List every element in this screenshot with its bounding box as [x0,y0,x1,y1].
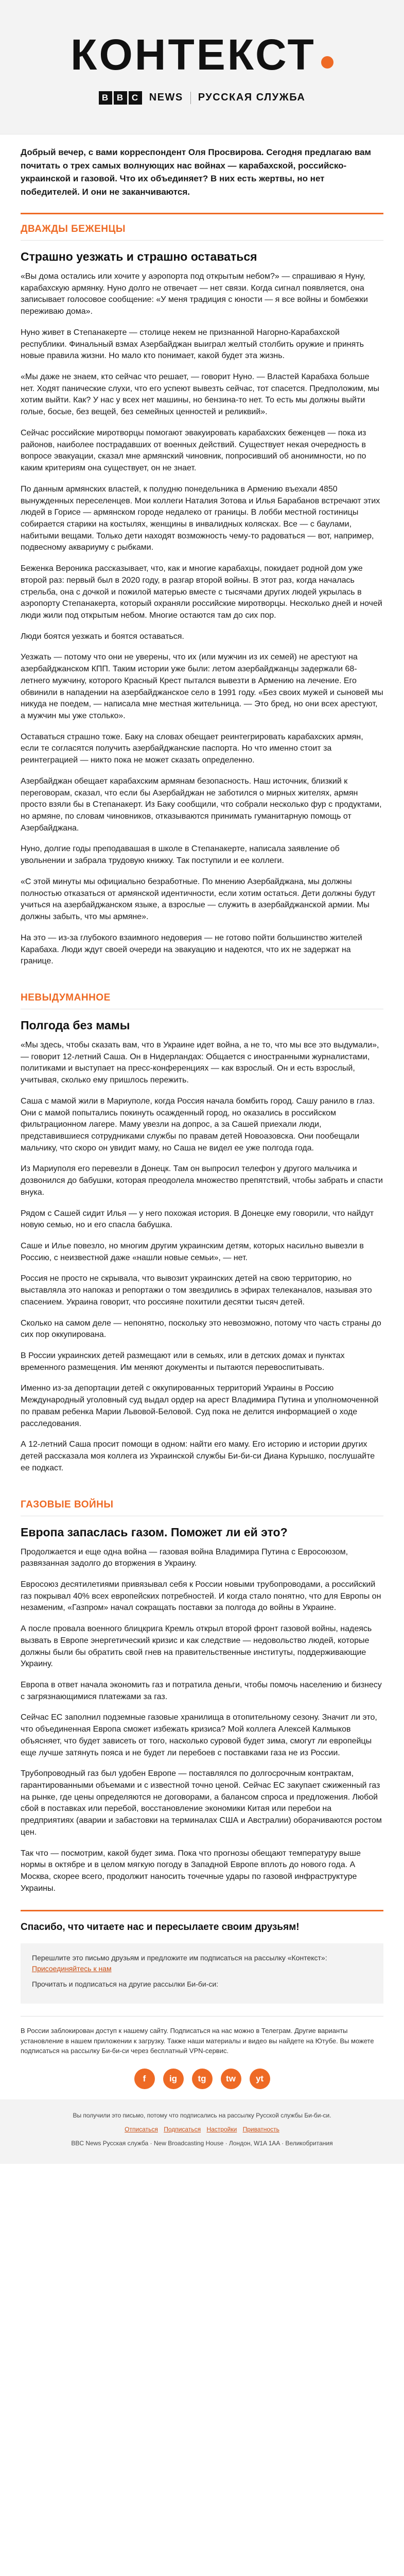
bbc-letter: B [114,91,127,105]
bbc-news-label: NEWS [149,92,183,103]
paragraph: Оставаться страшно тоже. Баку на словах обещает реинтегрировать карабахских армян, если те согласятся получить азербайджанские паспорта. Но что именно стоит за реинтеграцией — никто пока не может сказать определенно. [21,732,363,765]
paragraph: Россия не просто не скрывала, что вывозит украинских детей на свою территорию, но выставляла это напоказ и репортажи о том звездились в эфирах телеканалов, называя это спасением. Украина говорит, что россияне похитили десятки тысяч детей. [21,1274,372,1307]
section-unfabricated [0,992,404,1475]
telegram-icon[interactable]: tg [192,2069,213,2089]
paragraph: Беженка Вероника рассказывает, что, как и многие карабахцы, покидает родной дом уже второй раз: первый был в 2020 году, в разгар второй войны. В этот раз, когда началась стрельба, она с дочкой и пожилой матерью вместе с тысячами других людей укрылась в аэропорту Степанакерта, который охраняли российские миротворцы. Несколько дней и ночей люди жили под открытым небом. Многие остаются там до сих пор. [21,564,382,620]
paragraph: Саша с мамой жили в Мариуполе, когда Россия начала бомбить город. Сашу ранило в глаз. Они с мамой попытались покинуть осажденный город, но оказались в российском фильтрационном лагере. Маму увезли на допрос, а за Сашей приехали люди, представившиеся сотрудниками службы по правам детей Новоазовска. Они пообещали мальчику, что скоро он увидит маму, но Саша не видел ее уже полгода года. [21,1096,375,1153]
subscribe-link[interactable]: Подписаться [164,2126,201,2133]
paragraph: А 12-летний Саша просит помощи в одном: найти его маму. Его историю и истории других детей рассказала моя коллега из Украинской службы Би-би-си Диана Курышко, послушайте ее подкаст. [21,1440,375,1472]
spacer [0,1484,404,1490]
paragraph: Рядом с Сашей сидит Илья — у него похожая история. В Донецке ему говорили, что найдут новую семью, но и его спасла бабушка. [21,1209,374,1230]
paragraph: Из Мариуполя его перевезли в Донецк. Там он выпросил телефон у другого мальчика и дозвонился до бабушки, которая преодолела множество препятствий, чтобы забрать и спасти внука. [21,1164,383,1197]
intro-divider [21,213,383,214]
forward-link[interactable]: Присоединяйтесь к нам [32,1964,112,1973]
paragraph: «Вы дома остались или хочите у аэропорта под открытым небом?» — спрашиваю я Нуну, карабахскую армянку. Нуно долго не отвечает — нет связи. Когда сигнал появляется, она записывает голосовое сообщение: «У меня традиция с юности — я все войны и бомбежки переживаю дома». [21,272,368,316]
paragraph: Саше и Илье повезло, но многим другим украинским детям, которых насильно вывезли в Россию, с неизвестной даже «нашли новые семьи», — нет. [21,1242,364,1262]
logo-text: КОНТЕКСТ [71,30,316,79]
youtube-icon[interactable]: yt [250,2069,270,2089]
bbc-letter: B [99,91,112,105]
intro-text: Добрый вечер, с вами корреспондент Оля Просвирова. Сегодня предлагаю вам почитать о трех самых волнующих нас войнах — карабахской, российско-украинской и газовой. Что их объединяет? В них есть жертвы, но нет победителей. И они не заканчиваются. [21,147,371,197]
facebook-icon[interactable]: f [134,2069,155,2089]
channels-text: В России заблокирован доступ к нашему сайту. Подписаться на нас можно в Телеграм. Другие варианты установление в нашем приложении к загрузку. Также наши материалы и видео вы найдете на Ютубе. Вы можете подписаться на рассылку Би-би-си через бесплатный VPN-сервис. [21,2016,383,2056]
bbc-newsletters-text: Прочитать и подписаться на другие рассылки Би-би-си: [32,1980,219,1989]
footer-note: Вы получили это письмо, потому что подписались на рассылку Русской службы Би-би-си. [73,2111,331,2119]
section-label: ДВАЖДЫ БЕЖЕНЦЫ [21,224,383,241]
unsubscribe-link[interactable]: Отписаться [125,2126,158,2133]
signoff-title: Спасибо, что читаете нас и пересылаете своим друзьям! [21,1910,383,1933]
paragraph: Уезжать — потому что они не уверены, что их (или мужчин из их семей) не арестуют на азербайджанском КПП. Таким истории уже были: летом азербайджанцы задержали 68-летнего мужчину, которого Красный Крест пытался вывезти в Армению на лечение. Его обвинили в нападении на азербайджанское село в 1991 году. «Без своих мужей и сыновей мы никуда не поедем, — написала мне местная жительница. — Это бред, но они всех арестуют, а мужчин мы уже столько». [21,653,383,720]
paragraph: Евросоюз десятилетиями привязывал себя к России новыми трубопроводами, а российский газ покрывал 40% всех европейских потребностей. И когда стало понятно, что для Европы он незаменим, «Газпром» начал сокращать поставки за полгода до войны в Украине. [21,1580,381,1613]
paragraph: Европа в ответ начала экономить газ и потратила деньги, чтобы помочь населению и бизнесу с загрязнающимися платежами за газ. [21,1680,382,1701]
settings-link[interactable]: Настройки [206,2126,237,2133]
section-label: НЕВЫДУМАННОЕ [21,992,383,1009]
paragraph: В России украинских детей размещают или в семьях, или в детских домах и пунктах временного размещения. Им меняют документы и пытаются перевоспитывать. [21,1351,345,1372]
bbc-logo-icon [99,91,142,105]
paragraph: «Мы здесь, чтобы сказать вам, что в Украине идет война, а не то, что мы все это выдумали», — говорит 12-летний Саша. Он в Нидерландах: Общается с иностранными журналистами, политиками и выступает на пресс-конференциях — как взрослый. Он и есть взрослый, учитывая, сколько ему пришлось пережить. [21,1040,379,1085]
paragraph: Азербайджан обещает карабахским армянам безопасность. Наш источник, близкий к переговорам, сказал, что если бы Азербайджан не заботился о мирных жителях, армян просто взяли бы в Степанакерт. Из Баку сообщили, что собрали несколько фур с продуктами, но армяне, по словам чиновников, отказываются принимать гуманитарную помощь от Азербайджана. [21,776,382,833]
brand-divider [190,92,191,104]
signoff-box [21,1943,383,2004]
paragraph: Люди боятся уезжать и боятся оставаться. [21,632,184,641]
paragraph: На это — из-за глубокого взаимного недоверия — не готово пойти большинство жителей Карабаха. Люди ждут своей очереди на эвакуацию и надеются, что их не задержат на границе. [21,933,362,966]
paragraph: По данным армянских властей, к полудню понедельника в Армению въехали 4850 вынужденных переселенцев. Мои коллеги Наталия Зотова и Илья Барабанов встречают этих людей в Горисе — армянском городе недалеко от границы. В лобби местной гостиницы собирается старики на костылях, женщины в инвалидных колясках. Все — с баулами, набитыми вещами. Только дети находят возможность чему-то радоваться — вот, например, подвесному аквариуму с рыбками. [21,484,380,552]
paragraph: Трубопроводный газ был удобен Европе — поставлялся по долгосрочным контрактам, гарантированными объемами и с известной точно ценой. Сейчас ЕС закупает сжиженный газ на рынке, где цены определяются не договорами, а балансом спроса и предложения. Любой сбой в поставках или перебой, восстановление экономики Китая или перебои на предприятиях (аварии и забастовки на терминалах США и Австралии) оборачиваются ростом цен. [21,1769,382,1837]
logo[interactable] [71,30,333,80]
paragraph: «С этой минуты мы официально безработные. По мнению Азербайджана, мы должны полностью отказаться от армянской идентичности, если хотим остаться. Дети должны будут учиться на азербайджанском языке, а взрослые — служить в азербайджанской армии. Мы должны забыть, что мы армяне». [21,877,376,922]
twitter-icon[interactable]: tw [221,2069,241,2089]
paragraph: «Мы даже не знаем, кто сейчас что решает, — говорит Нуно. — Властей Карабаха больше нет. Ходят панические слухи, что его успеют вывезть сейчас, тот спасется. Предположим, мы хотим выйти. Как? У нас у всех нет машины, но бензина-то нет. То есть мы должны выйти голые, босые, без вещей, без семейных ценностей и реликвий». [21,372,379,417]
paragraph: Именно из-за депортации детей с оккупированных территорий Украины в Россию Международный уголовный суд выдал ордер на арест Владимира Путина и уполномоченной по правам ребенка Марии Львовой-Беловой. Суд пока не делится информацией о ходе расследования. [21,1384,379,1428]
footer [0,2099,404,2164]
footer-address: BBC News Русская служба · New Broadcasting House · Лондон, W1A 1AA · Великобритания [71,2140,333,2147]
forward-text [32,1953,372,1974]
forward-text-label: Перешлите это письмо друзьям и предложите им подписаться на рассылку «Контекст»: [32,1954,327,1962]
paragraph: Нуно живет в Степанакерте — столице некем не признанной Нагорно-Карабахской республики. Финальный взмах Азербайджан выиграл желтый столбить оружие и принять новые правила жизни. Но мало кто понимает, какой будет эта жизнь. [21,328,364,361]
bbc-letter: C [129,91,142,105]
privacy-link[interactable]: Приватность [242,2126,279,2133]
paragraph: Нуно, долгие годы преподавашая в школе в Степанакерте, написала заявление об увольнении и забрала трудовую книжку. Так поступили и ее коллеги. [21,844,340,866]
section-gas-wars [0,1499,404,1895]
social-links [0,2069,404,2089]
paragraph: Продолжается и еще одна война — газовая война Владимира Путина с Евросоюзом, развязанная задолго до вторжения в Украину. [21,1547,348,1568]
logo-dot-icon [321,56,333,69]
newsletter-header [0,0,404,134]
instagram-icon[interactable]: ig [163,2069,184,2089]
footer-links [21,2125,383,2134]
spacer [0,977,404,983]
article-title: Полгода без мамы [21,1018,130,1032]
paragraph: Сейчас ЕС заполнил подземные газовые хранилища в отопительному сезону. Значит ли это, что объединенная Европа сможет избежать кризиса? Мой коллега Алексей Калмыков объясняет, что будет зависеть от того, насколько суровой будет зима, смогут ли европейцы еще лучше затянуть пояса и не будет ли перебоев с поставками газа не из России. [21,1713,377,1757]
paragraph: Сейчас российские миротворцы помогают эвакуировать карабахских беженцев — пока из районов, наиболее пострадавших от военных действий. Существует некая очередность в вопросе эвакуации, сказал мне армянский чиновник, попросивший об анонимности, но по каким критериям она существует, он не знает. [21,428,366,473]
service-name: РУССКАЯ СЛУЖБА [198,92,306,103]
paragraph: Сколько на самом деле — непонятно, поскольку это невозможно, потому что часть страны до сих пор оккупирована. [21,1318,381,1340]
article-title: Страшно уезжать и страшно оставаться [21,250,257,263]
bbc-brand [99,91,306,105]
paragraph: А после провала военного блицкрига Кремль открыл второй фронт газовой войны, надеясь вызвать в Европе энергетический кризис и как следствие — недовольство людей, которые должны были бы обратить свой гнев на правительственные институты, поддерживающие Украину. [21,1624,372,1669]
section-label: ГАЗОВЫЕ ВОЙНЫ [21,1499,383,1516]
section-refugees [0,224,404,968]
article-title: Европа запаслась газом. Поможет ли ей это? [21,1525,288,1539]
paragraph: Так что — посмотрим, какой будет зима. Пока что прогнозы обещают температуру выше нормы в октябре и в целом мягкую погоду в Западной Европе вплоть до нового года. А Москва, скорее всего, продолжит наносить точечные удары по газовой инфраструктуре Украины. [21,1849,361,1893]
